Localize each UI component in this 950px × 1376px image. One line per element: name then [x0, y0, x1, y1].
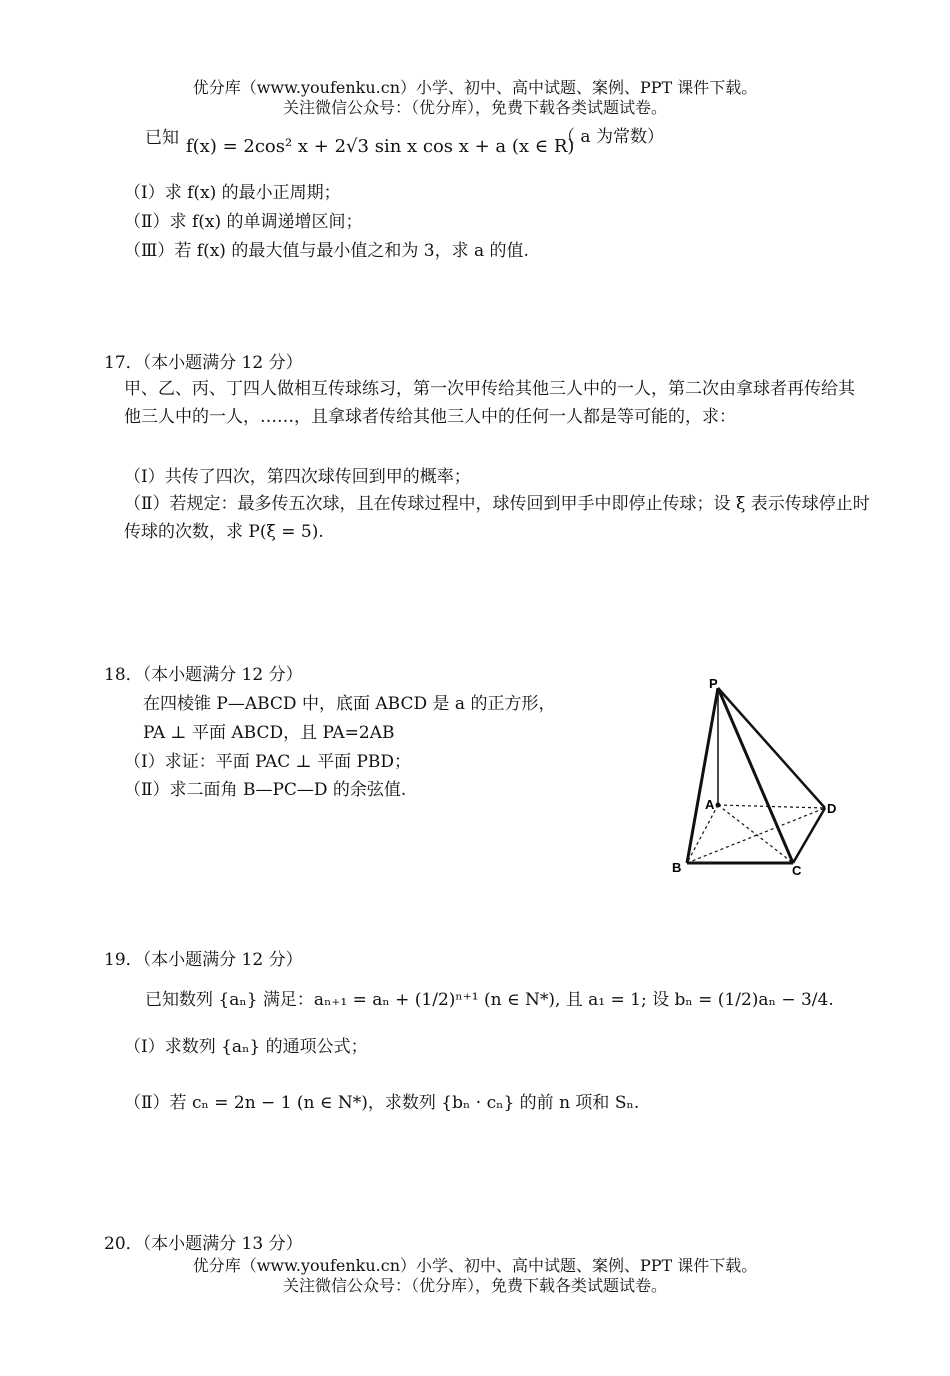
label-p: P: [709, 676, 718, 691]
q16-intro: 已知: [145, 128, 179, 148]
q19-part-1: （Ⅰ）求数列 {aₙ} 的通项公式；: [124, 1037, 368, 1057]
label-a: A: [705, 797, 715, 812]
q18-part-1: （Ⅰ）求证：平面 PAC ⊥ 平面 PBD；: [124, 752, 412, 772]
q18-part-2: （Ⅱ）求二面角 B—PC—D 的余弦值.: [124, 780, 407, 800]
label-c: C: [792, 863, 802, 878]
q16-part-2: （Ⅱ）求 f(x) 的单调递增区间；: [124, 212, 363, 232]
q16-note: （ a 为常数）: [558, 127, 664, 147]
edge-ad: [718, 805, 825, 808]
q17-stem-text: 甲、乙、丙、丁四人做相互传球练习，第一次甲传给其他三人中的一人，第二次由拿球者再传给其他三人中的一人，……，且拿球者传给其他三人中的任何一人都是等可能的，求：: [124, 379, 855, 427]
q17-stem: [124, 375, 870, 431]
q19-number: 19．（本小题满分 12 分）: [104, 950, 303, 970]
q18-line-1: 在四棱锥 P—ABCD 中，底面 ABCD 是 a 的正方形，: [143, 694, 556, 714]
label-d: D: [827, 801, 837, 816]
edge-pb: [687, 688, 718, 863]
q18-line-2: PA ⊥ 平面 ABCD，且 PA=2AB: [143, 723, 395, 743]
q20-number: 20．（本小题满分 13 分）: [104, 1234, 303, 1254]
q19-stem: 已知数列 {aₙ} 满足：aₙ₊₁ = aₙ + (1/2)ⁿ⁺¹ (n ∈ N*), 且 a₁ = 1; 设 bₙ = (1/2)aₙ − 3/4.: [145, 990, 834, 1010]
label-b: B: [672, 860, 682, 875]
q16-part-1: （Ⅰ）求 f(x) 的最小正周期；: [124, 183, 341, 203]
edge-cd: [793, 808, 825, 863]
edge-pd: [718, 688, 825, 808]
edge-pc: [718, 688, 793, 863]
header-line-1: 优分库（www.youfenku.cn）小学、初中、高中试题、案例、PPT 课件下载。: [192, 78, 758, 97]
header-line-2: 关注微信公众号：（优分库），免费下载各类试题试卷。: [282, 98, 667, 117]
footer-line-2: 关注微信公众号：（优分库），免费下载各类试题试卷。: [282, 1276, 667, 1295]
q17-number: 17．（本小题满分 12 分）: [104, 353, 303, 373]
footer-line-1: 优分库（www.youfenku.cn）小学、初中、高中试题、案例、PPT 课件下载。: [192, 1256, 758, 1275]
q18-number: 18．（本小题满分 12 分）: [104, 665, 303, 685]
q16-formula: f(x) = 2cos² x + 2√3 sin x cos x + a (x ∈ R): [186, 136, 575, 157]
diag-bd: [687, 808, 825, 863]
pyramid-figure: [665, 675, 845, 880]
q17-part-2: （Ⅱ）若规定：最多传五次球，且在传球过程中，球传回到甲手中即停止传球；设 ξ 表示传球停止时传球的次数，求 P(ξ = 5).: [124, 494, 870, 542]
q17-part-1: （Ⅰ）共传了四次，第四次球传回到甲的概率；: [124, 467, 471, 487]
point-a: [716, 803, 721, 808]
q16-part-3: （Ⅲ）若 f(x) 的最大值与最小值之和为 3，求 a 的值.: [124, 241, 529, 261]
q19-part-2: （Ⅱ）若 cₙ = 2n − 1 (n ∈ N*)，求数列 {bₙ · cₙ} 的前 n 项和 Sₙ.: [124, 1093, 640, 1113]
